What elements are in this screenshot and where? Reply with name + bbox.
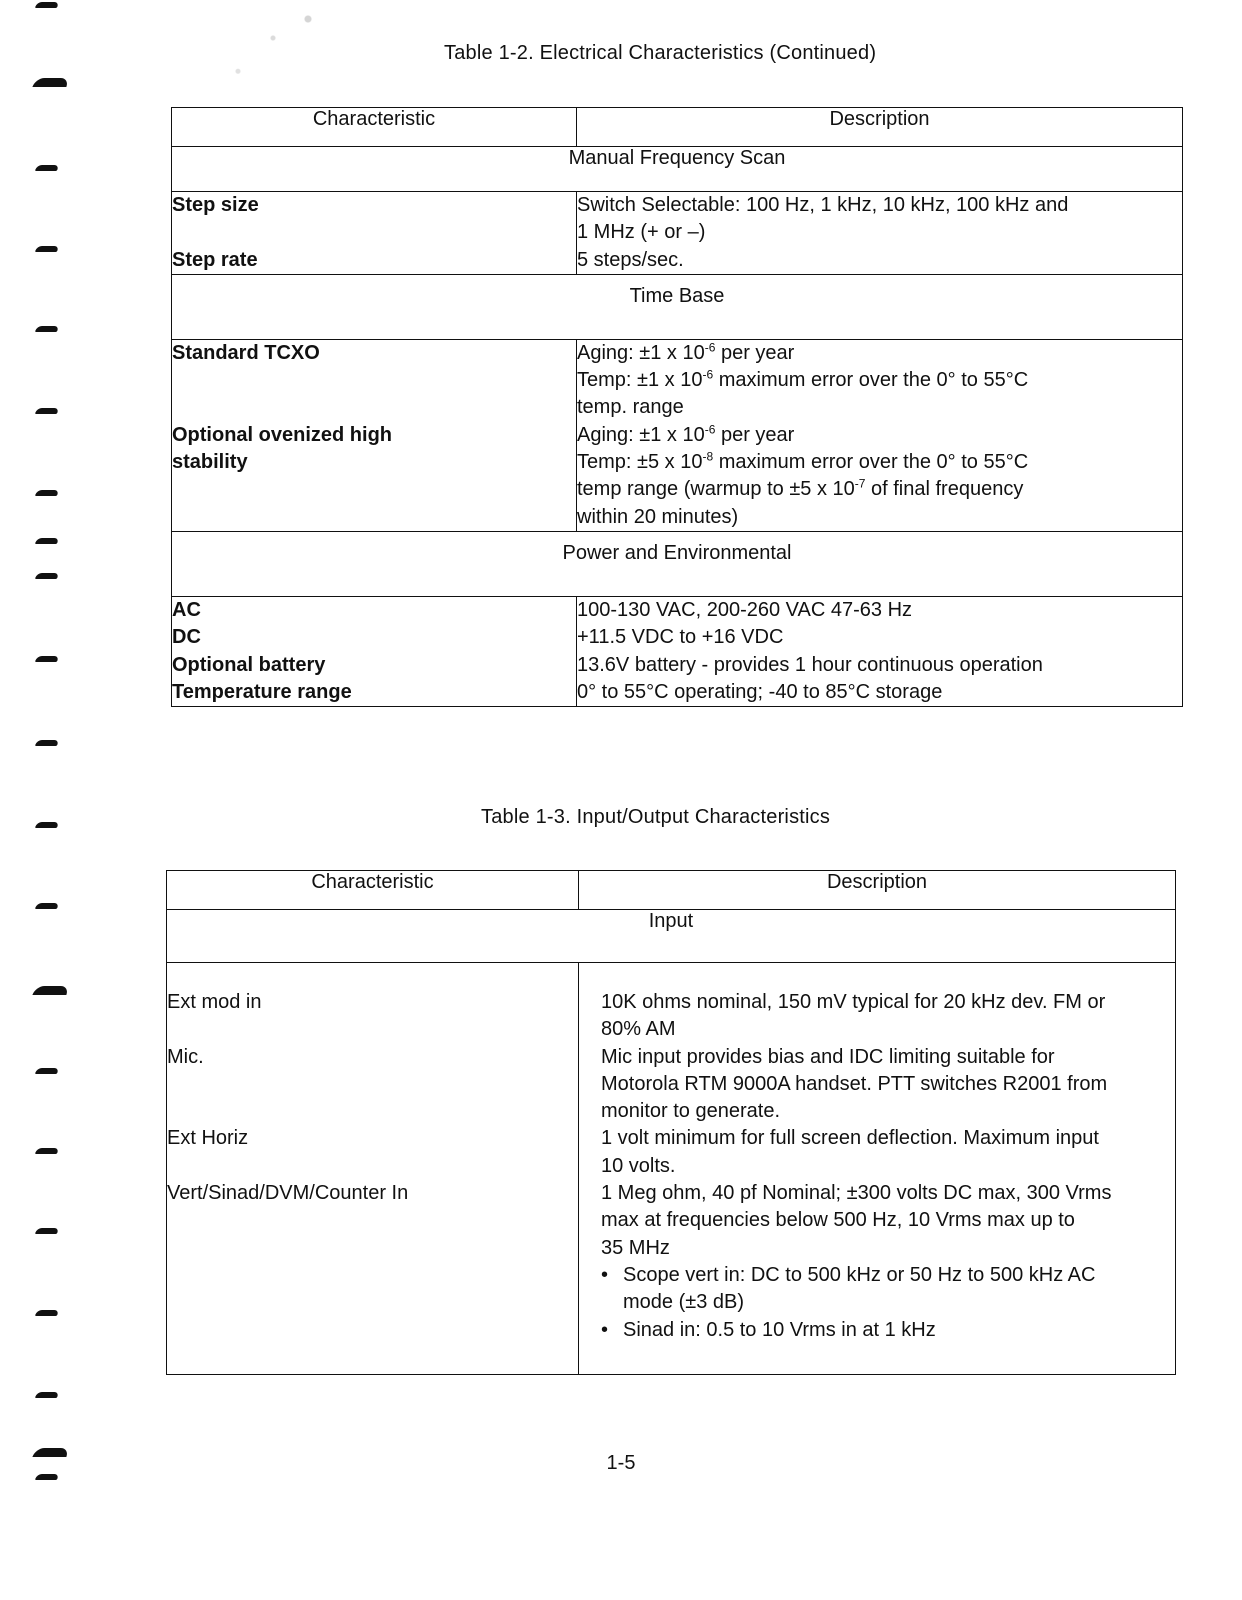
table-row: [172, 192, 1183, 275]
scan-smudge: [210, 0, 350, 95]
section-title: Power and Environmental: [172, 531, 1183, 596]
section-title: Manual Frequency Scan: [172, 147, 1183, 192]
table-row: [172, 339, 1183, 531]
list-item: • Sinad in: 0.5 to 10 Vrms in at 1 kHz: [601, 1317, 1131, 1344]
column-header-description: Description: [579, 871, 1176, 910]
table-1-3: [166, 870, 1176, 1375]
table-1-3-caption: Table 1-3. Input/Output Characteristics: [481, 806, 831, 828]
column-header-description: Description: [577, 108, 1183, 147]
description-cell: Aging: ±1 x $10^{-6}$ per year Temp: ±1 x $10^{-6}$ maximum error over the 0° to 55°C temp. range Aging: ±1 x $10^{-6}$ per year Temp: ±5 x $10^{-8}$ maximum error over the 0° to 55°C temp range (warmup to ±5 x $10^{-7}$ of final frequency within 20 minutes): [577, 339, 1183, 531]
binding-marks: [28, 0, 98, 1600]
description-cell: 100-130 VAC, 200-260 VAC 47-63 Hz +11.5 VDC to +16 VDC 13.6V battery - provides 1 hour continuous operation 0° to 55°C operating; -40 to 85°C storage: [577, 596, 1183, 706]
column-header-characteristic: Characteristic: [172, 108, 577, 147]
characteristic-cell: Ext mod in Mic. Ext Horiz Vert/Sinad/DVM/Counter In: [167, 963, 579, 1375]
table-row: [167, 963, 1176, 1375]
section-title: Time Base: [172, 274, 1183, 339]
section-title: Input: [167, 910, 1176, 963]
column-header-characteristic: Characteristic: [167, 871, 579, 910]
list-item: • Scope vert in: DC to 500 kHz or 50 Hz to 500 kHz AC mode (±3 dB): [601, 1262, 1131, 1317]
characteristic-cell: AC DC Optional battery Temperature range: [172, 596, 577, 706]
characteristic-cell: Standard TCXO Optional ovenized high stability: [172, 339, 577, 531]
table-1-2-caption: Table 1-2. Electrical Characteristics (Continued): [444, 42, 877, 64]
description-cell: Switch Selectable: 100 Hz, 1 kHz, 10 kHz, 100 kHz and 1 MHz (+ or –) 5 steps/sec.: [577, 192, 1183, 275]
table-row: [172, 596, 1183, 706]
page-number: 1-5: [606, 1452, 636, 1474]
description-cell: 10K ohms nominal, 150 mV typical for 20 kHz dev. FM or 80% AM Mic input provides bias and IDC limiting suitable for Motorola RTM 9000A handset. PTT switches R2001 from monitor to generate. 1 volt minimum for full screen deflection. Maximum input 10 volts. 1 Meg ohm, 40 pf Nominal; ±300 volts DC max, 300 Vrms max at frequencies below 500 Hz, 10 Vrms max up to 35 MHz • Scope vert in: DC to 500 kHz or 50 Hz to 500 kHz AC mode (±3 dB) • Sinad in: 0.5 to 10 Vrms in at 1 kHz: [579, 963, 1176, 1375]
characteristic-cell: Step size Step rate: [172, 192, 577, 275]
table-1-2: [171, 107, 1183, 707]
